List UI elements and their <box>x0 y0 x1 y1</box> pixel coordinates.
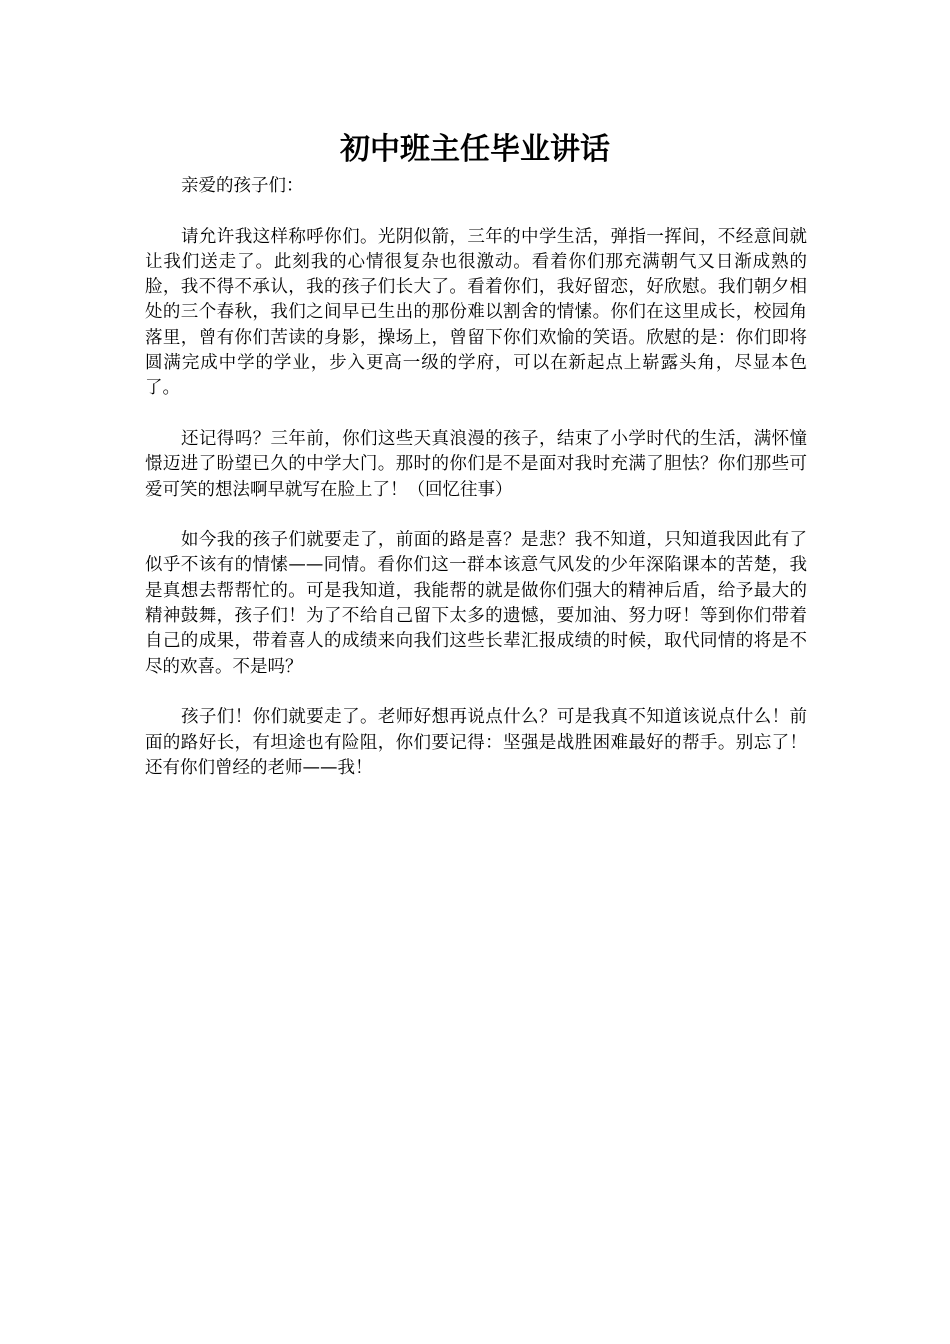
salutation: 亲爱的孩子们： <box>181 176 304 196</box>
paragraph-2: 还记得吗？三年前，你们这些天真浪漫的孩子，结束了小学时代的生活，满怀憧憬迈进了盼望已久的中学大门。那时的你们是不是面对我时充满了胆怯？你们那些可爱可笑的想法啊早就写在脸上了！（回忆往事） <box>145 428 807 500</box>
paragraph-3: 如今我的孩子们就要走了，前面的路是喜？是悲？我不知道，只知道我因此有了似乎不该有的情愫——同情。看你们这一群本该意气风发的少年深陷课本的苦楚，我是真想去帮帮忙的。可是我知道，我能帮的就是做你们强大的精神后盾，给予最大的精神鼓舞，孩子们！为了不给自己留下太多的遗憾，要加油、努力呀！等到你们带着自己的成果，带着喜人的成绩来向我们这些长辈汇报成绩的时候，取代同情的将是不尽的欢喜。不是吗？ <box>145 530 807 677</box>
document-body <box>145 174 807 806</box>
paragraph-1: 请允许我这样称呼你们。光阴似箭，三年的中学生活，弹指一挥间，不经意间就让我们送走了。此刻我的心情很复杂也很激动。看着你们那充满朝气又日渐成熟的脸，我不得不承认，我的孩子们长大了。看着你们，我好留恋，好欣慰。我们朝夕相处的三个春秋，我们之间早已生出的那份难以割舍的情愫。你们在这里成长，校园角落里，曾有你们苦读的身影，操场上，曾留下你们欢愉的笑语。欣慰的是：你们即将圆满完成中学的学业，步入更高一级的学府，可以在新起点上崭露头角，尽显本色了。 <box>145 226 807 399</box>
paragraph-4: 孩子们！你们就要走了。老师好想再说点什么？可是我真不知道该说点什么！前面的路好长，有坦途也有险阻，你们要记得：坚强是战胜困难最好的帮手。别忘了！还有你们曾经的老师——我！ <box>145 707 807 778</box>
document-title: 初中班主任毕业讲话 <box>340 132 610 167</box>
